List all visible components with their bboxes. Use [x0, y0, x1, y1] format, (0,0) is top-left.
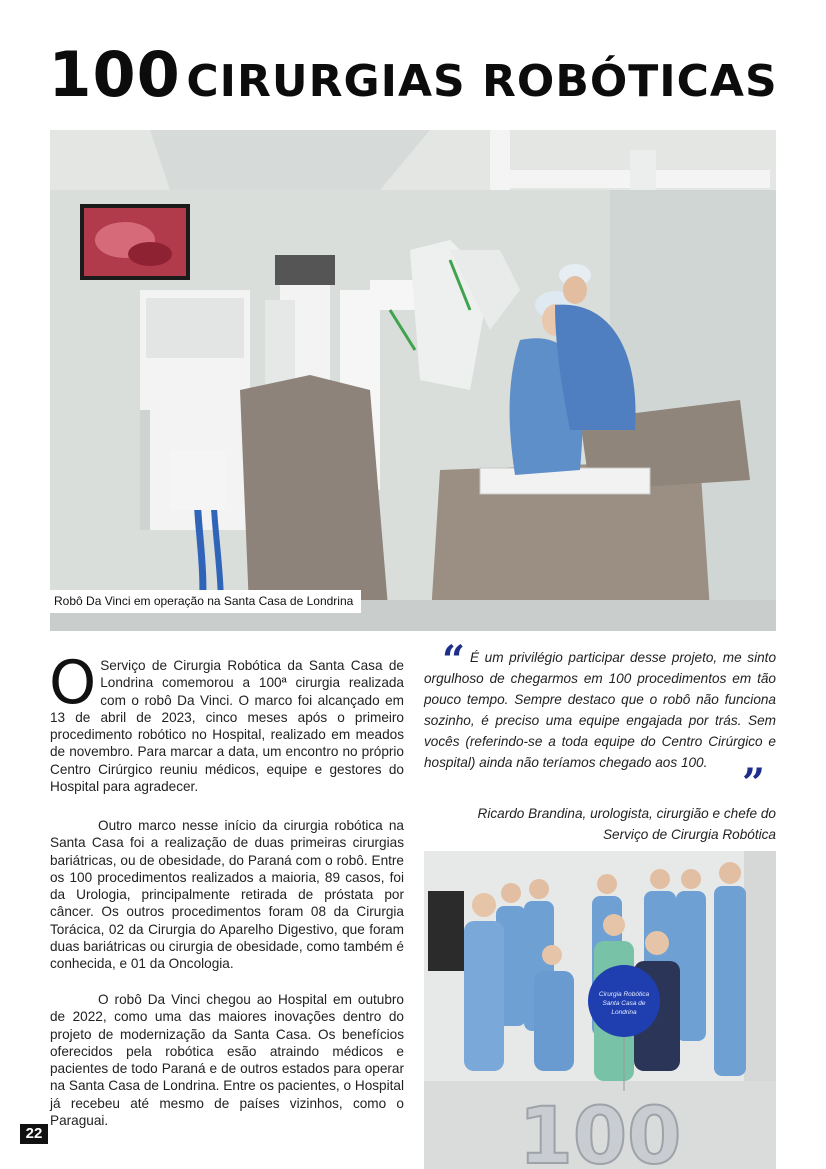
page-number: 22: [20, 1124, 48, 1144]
article-paragraph-1: [49, 648, 404, 795]
balloon-text-line-3: Londrina: [611, 1009, 637, 1016]
pull-quote: [424, 637, 776, 807]
open-quote-mark: “: [442, 637, 466, 684]
quote-text: É um privilégio participar desse projeto, me sinto orgulhoso de chegarmos em 100 procedimentos em tão pouco tempo. Sempre destaco que o robô não funciona sozinho, é preciso uma equipe engajada por trás. Sem vocês (referindo-se a toda equipe do Centro Cirúrgico e hospital) ainda não teríamos chegado aos 100.: [424, 650, 776, 770]
balloon-text-line-2: Santa Casa de: [602, 1000, 646, 1007]
close-quote-mark: ”: [742, 760, 766, 807]
silver-100-balloons: 100: [518, 1092, 682, 1169]
quote-author-line-2: Serviço de Cirurgia Robótica: [602, 827, 776, 842]
drop-cap: O: [49, 648, 97, 718]
paragraph-1-text: Serviço de Cirurgia Robótica da Santa Casa de Londrina comemorou a 100ª cirurgia realizada com o robô Da Vinci. O marco foi alcançado em 13 de abril de 2023, cinco meses após o primeiro procedimento robótico no Hospital, realizado em meados de novembro. Para marcar a data, um encontro no próprio Centro Cirúrgico reuniu médicos, equipe e gestores do Hospital para agradecer.: [50, 658, 404, 795]
team-photo: [424, 851, 776, 1169]
quote-author-line-1: Ricardo Brandina, urologista, cirurgião e chefe do: [477, 806, 776, 821]
article-paragraph-3: [50, 991, 404, 1129]
paragraph-3-text: O robô Da Vinci chegou ao Hospital em outubro de 2022, como uma das maiores inovações dentro do projeto de modernização da Santa Casa. Os benefícios oferecidos pela robótica esão atraindo médicos e pacientes de todo Paraná e de outros estados para operar na Santa Casa de Londrina. Entre os pacientes, o Hospital já recebeu até mesmo de países vizinhos, como o Paraguai.: [50, 992, 404, 1129]
photo-caption: Robô Da Vinci em operação na Santa Casa de Londrina: [50, 590, 361, 613]
surgical-robot-photo: [50, 130, 776, 631]
title-number: 100: [48, 38, 181, 111]
article-paragraph-2: [50, 817, 404, 973]
page-title: [0, 38, 826, 111]
quote-author: [424, 803, 776, 845]
paragraph-2-text: Outro marco nesse início da cirurgia robótica na Santa Casa foi a realização de duas primeiras cirurgias bariátricas, ou de obesidade, do Paraná com o robô. Entre os 100 procedimentos realizados a maioria, 89 casos, foi da Urologia, principalmente retirada de próstata por câncer. Os outros procedimentos foram 08 da Cirurgia Torácica, 02 da Cirurgia do Aparelho Digestivo, que foram duas bariátricas ou cirurgia de obesidade, como também é conhecida, e 01 da Oncologia.: [50, 818, 404, 972]
title-words: CIRURGIAS ROBÓTICAS: [186, 56, 778, 107]
team-celebration-illustration: [424, 851, 776, 1169]
operating-room-illustration: [50, 130, 776, 631]
balloon-text-line-1: Cirurgia Robótica: [598, 991, 650, 998]
